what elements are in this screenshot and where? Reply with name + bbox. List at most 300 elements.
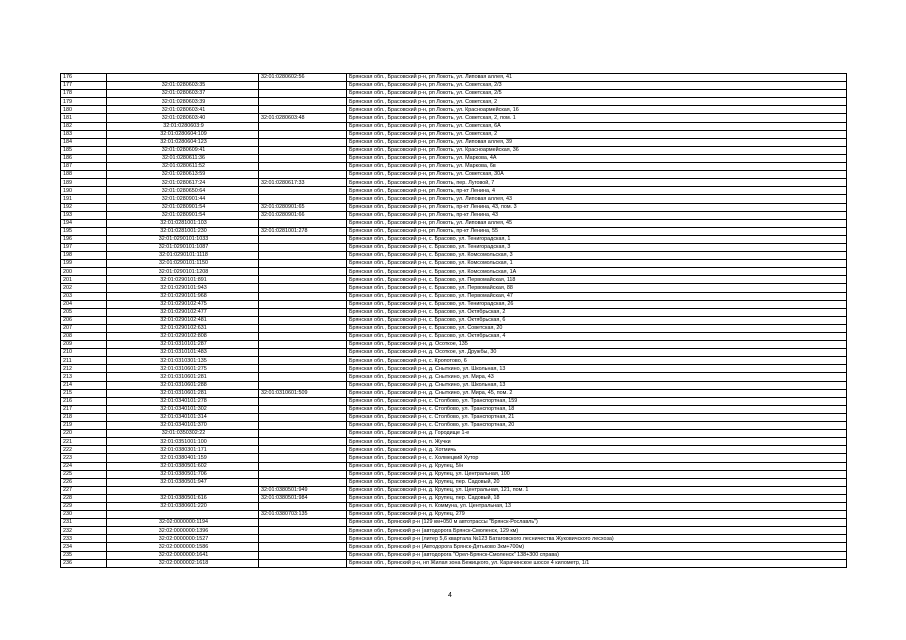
address-cell: Брянская обл., Брасовский р-н, с. Столбово, ул. Транспортная, 18 bbox=[347, 405, 847, 413]
address-cell: Брянская обл., Брасовский р-н, рп Локоть, пр-кт Ленина, 43, пом. 3 bbox=[347, 203, 847, 211]
object-number-cell: 32:01:0310601:509 bbox=[259, 389, 347, 397]
address-cell: Брянская обл., Брасовский р-н, рп Локоть, ул. Советская, 2 bbox=[347, 98, 847, 106]
table-row bbox=[61, 252, 847, 260]
object-number-cell bbox=[259, 446, 347, 454]
address-cell: Брянская обл., Брасовский р-н, с. Брасово, ул. Тенигорадская, 26 bbox=[347, 300, 847, 308]
object-number-cell bbox=[259, 106, 347, 114]
address-cell: Брянская обл., Брасовский р-н, рп Локоть, пр-кт Ленина, 4 bbox=[347, 187, 847, 195]
row-number-cell: 234 bbox=[61, 543, 107, 551]
object-number-cell: 32:01:0280617:33 bbox=[259, 179, 347, 187]
address-cell: Брянская обл., Брасовский р-н, с. Брасово, ул. Октябрьская, 4 bbox=[347, 333, 847, 341]
cadastral-number-cell: 32:01:0290101:891 bbox=[107, 276, 259, 284]
cadastral-number-cell: 32:01:0280603:40 bbox=[107, 114, 259, 122]
object-number-cell bbox=[259, 470, 347, 478]
row-number-cell: 195 bbox=[61, 227, 107, 235]
object-number-cell bbox=[259, 82, 347, 90]
row-number-cell: 227 bbox=[61, 486, 107, 494]
table-row bbox=[61, 543, 847, 551]
table-row bbox=[61, 243, 847, 251]
table-row bbox=[61, 470, 847, 478]
cadastral-number-cell: 32:01:0280603:9 bbox=[107, 122, 259, 130]
row-number-cell: 196 bbox=[61, 235, 107, 243]
row-number-cell: 194 bbox=[61, 219, 107, 227]
table-row bbox=[61, 389, 847, 397]
address-cell: Брянская обл., Брасовский р-н, д. Крупец, ул. Центральная, 100 bbox=[347, 470, 847, 478]
cadastral-number-cell: 32:01:0290101:1118 bbox=[107, 252, 259, 260]
cadastral-number-cell: 32:01:0280650:64 bbox=[107, 187, 259, 195]
row-number-cell: 235 bbox=[61, 551, 107, 559]
address-cell: Брянская обл., Брасовский р-н, д. Крупец, пер. Садовый, 20 bbox=[347, 478, 847, 486]
row-number-cell: 212 bbox=[61, 365, 107, 373]
address-cell: Брянская обл., Брасовский р-н, д. Крупец, 279 bbox=[347, 511, 847, 519]
table-row bbox=[61, 381, 847, 389]
row-number-cell: 177 bbox=[61, 82, 107, 90]
cadastral-number-cell: 32:01:0280617:24 bbox=[107, 179, 259, 187]
table-row bbox=[61, 98, 847, 106]
address-cell: Брянская обл., Брасовский р-н, с. Столбово, ул. Транспортная, 20 bbox=[347, 422, 847, 430]
object-number-cell bbox=[259, 333, 347, 341]
row-number-cell: 178 bbox=[61, 90, 107, 98]
cadastral-number-cell: 32:01:0280604:109 bbox=[107, 130, 259, 138]
row-number-cell: 213 bbox=[61, 373, 107, 381]
object-number-cell bbox=[259, 527, 347, 535]
address-cell: Брянская обл., Брасовский р-н, с. Брасово, ул. Первомайская, 47 bbox=[347, 292, 847, 300]
table-row bbox=[61, 146, 847, 154]
cadastral-number-cell: 32:01:0310301:135 bbox=[107, 357, 259, 365]
table-row bbox=[61, 349, 847, 357]
object-number-cell bbox=[259, 551, 347, 559]
cadastral-number-cell: 32:01:0380301:171 bbox=[107, 446, 259, 454]
address-cell: Брянская обл., Брасовский р-н, рп Локоть, ул. Красноармейская, 16 bbox=[347, 106, 847, 114]
table-row bbox=[61, 478, 847, 486]
table-row bbox=[61, 227, 847, 235]
address-cell: Брянская обл., Брасовский р-н, д. Крупец, пер. Садовый, 18 bbox=[347, 494, 847, 502]
row-number-cell: 183 bbox=[61, 130, 107, 138]
table-row bbox=[61, 163, 847, 171]
table-row bbox=[61, 154, 847, 162]
address-cell: Брянская обл., Брасовский р-н, с. Брасово, ул. Первомайская, 118 bbox=[347, 276, 847, 284]
row-number-cell: 205 bbox=[61, 308, 107, 316]
cadastral-number-cell: 32:01:0290101:1208 bbox=[107, 268, 259, 276]
object-number-cell bbox=[259, 284, 347, 292]
object-number-cell bbox=[259, 235, 347, 243]
address-cell: Брянская обл., Брасовский р-н, с. Брасово, ул. Октябрьская, 2 bbox=[347, 308, 847, 316]
object-number-cell bbox=[259, 268, 347, 276]
address-cell: Брянская обл., Брасовский р-н, с. Брасово, ул. Тенигорадская, 1 bbox=[347, 235, 847, 243]
table-row bbox=[61, 519, 847, 527]
address-cell: Брянская обл., Брасовский р-н, д. Городище 1-е bbox=[347, 430, 847, 438]
cadastral-number-cell: 32:01:0280901:54 bbox=[107, 203, 259, 211]
object-number-cell: 32:01:0380501:984 bbox=[259, 494, 347, 502]
cadastral-number-cell: 32:01:0280603:41 bbox=[107, 106, 259, 114]
object-number-cell: 32:01:0280603:48 bbox=[259, 114, 347, 122]
row-number-cell: 200 bbox=[61, 268, 107, 276]
cadastral-number-cell: 32:01:0290101:1033 bbox=[107, 235, 259, 243]
row-number-cell: 198 bbox=[61, 252, 107, 260]
row-number-cell: 229 bbox=[61, 502, 107, 510]
address-cell: Брянская обл., Брасовский р-н, рп Локоть, ул. Советская, 2/3 bbox=[347, 82, 847, 90]
object-number-cell bbox=[259, 454, 347, 462]
object-number-cell bbox=[259, 130, 347, 138]
table-row bbox=[61, 316, 847, 324]
address-cell: Брянская обл., Брасовский р-н, с. Брасово, ул. Тенигорадская, 3 bbox=[347, 243, 847, 251]
cadastral-number-cell: 32:02:0000000:1194 bbox=[107, 519, 259, 527]
address-cell: Брянская обл., Брасовский р-н, рп Локоть, ул. Советская, 6А bbox=[347, 122, 847, 130]
object-number-cell bbox=[259, 90, 347, 98]
cadastral-number-cell: 32:01:0310601:288 bbox=[107, 381, 259, 389]
row-number-cell: 193 bbox=[61, 211, 107, 219]
table-row bbox=[61, 494, 847, 502]
object-number-cell bbox=[259, 122, 347, 130]
address-cell: Брянская обл., Брасовский р-н, рп Локоть, ул. Липовая аллея, 43 bbox=[347, 195, 847, 203]
table-row bbox=[61, 502, 847, 510]
table-row bbox=[61, 179, 847, 187]
object-number-cell bbox=[259, 316, 347, 324]
object-number-cell bbox=[259, 430, 347, 438]
address-cell: Брянская обл., Брасовский р-н, рп Локоть, пр-кт Ленина, 55 bbox=[347, 227, 847, 235]
cadastral-number-cell: 32:01:0280609:41 bbox=[107, 146, 259, 154]
object-number-cell bbox=[259, 502, 347, 510]
register-table bbox=[60, 73, 847, 568]
table-row bbox=[61, 187, 847, 195]
object-number-cell bbox=[259, 195, 347, 203]
cadastral-number-cell bbox=[107, 74, 259, 82]
cadastral-number-cell: 32:01:0281001:230 bbox=[107, 227, 259, 235]
register-rows bbox=[61, 74, 847, 568]
address-cell: Брянская обл., Брасовский р-н, рп Локоть, ул. Красноармейская, 36 bbox=[347, 146, 847, 154]
row-number-cell: 228 bbox=[61, 494, 107, 502]
object-number-cell bbox=[259, 365, 347, 373]
row-number-cell: 219 bbox=[61, 422, 107, 430]
row-number-cell: 204 bbox=[61, 300, 107, 308]
row-number-cell: 189 bbox=[61, 179, 107, 187]
object-number-cell bbox=[259, 252, 347, 260]
table-row bbox=[61, 308, 847, 316]
table-row bbox=[61, 235, 847, 243]
row-number-cell: 190 bbox=[61, 187, 107, 195]
cadastral-number-cell: 32:01:0280603:37 bbox=[107, 90, 259, 98]
cadastral-number-cell bbox=[107, 511, 259, 519]
row-number-cell: 185 bbox=[61, 146, 107, 154]
row-number-cell: 222 bbox=[61, 446, 107, 454]
row-number-cell: 186 bbox=[61, 154, 107, 162]
table-row bbox=[61, 559, 847, 567]
row-number-cell: 226 bbox=[61, 478, 107, 486]
cadastral-number-cell: 32:01:0380601:220 bbox=[107, 502, 259, 510]
row-number-cell: 179 bbox=[61, 98, 107, 106]
row-number-cell: 203 bbox=[61, 292, 107, 300]
object-number-cell: 32:01:0280901:65 bbox=[259, 203, 347, 211]
cadastral-number-cell: 32:01:0310101:287 bbox=[107, 341, 259, 349]
table-row bbox=[61, 130, 847, 138]
address-cell: Брянская обл., Брасовский р-н, рп Локоть, ул. Маркова, 4А bbox=[347, 154, 847, 162]
table-row bbox=[61, 365, 847, 373]
table-row bbox=[61, 551, 847, 559]
address-cell: Брянская обл., Брасовский р-н, д. Сныткино, ул. Мира, 45, пом. 2 bbox=[347, 389, 847, 397]
table-row bbox=[61, 292, 847, 300]
row-number-cell: 202 bbox=[61, 284, 107, 292]
cadastral-number-cell: 32:02:0000000:1396 bbox=[107, 527, 259, 535]
cadastral-number-cell: 32:01:0280901:44 bbox=[107, 195, 259, 203]
table-row bbox=[61, 122, 847, 130]
object-number-cell bbox=[259, 519, 347, 527]
row-number-cell: 188 bbox=[61, 171, 107, 179]
object-number-cell bbox=[259, 462, 347, 470]
table-row bbox=[61, 341, 847, 349]
table-row bbox=[61, 138, 847, 146]
table-row bbox=[61, 486, 847, 494]
address-cell: Брянская обл., Брасовский р-н, п. Жучки bbox=[347, 438, 847, 446]
row-number-cell: 230 bbox=[61, 511, 107, 519]
cadastral-number-cell: 32:02:0000000:1527 bbox=[107, 535, 259, 543]
cadastral-number-cell: 32:01:0380501:602 bbox=[107, 462, 259, 470]
table-row bbox=[61, 373, 847, 381]
cadastral-number-cell: 32:02:0000000:1586 bbox=[107, 543, 259, 551]
table-row bbox=[61, 446, 847, 454]
cadastral-number-cell: 32:01:0310601:275 bbox=[107, 365, 259, 373]
table-row bbox=[61, 195, 847, 203]
cadastral-number-cell: 32:01:0290101:943 bbox=[107, 284, 259, 292]
address-cell: Брянская обл., Брасовский р-н, с. Столбово, ул. Транспортная, 21 bbox=[347, 413, 847, 421]
cadastral-number-cell: 32:01:0280611:36 bbox=[107, 154, 259, 162]
table-row bbox=[61, 300, 847, 308]
row-number-cell: 231 bbox=[61, 519, 107, 527]
cadastral-number-cell: 32:01:0310601:281 bbox=[107, 373, 259, 381]
cadastral-number-cell: 32:01:0351001:100 bbox=[107, 438, 259, 446]
row-number-cell: 206 bbox=[61, 316, 107, 324]
table-row bbox=[61, 527, 847, 535]
address-cell: Брянская обл., Брасовский р-н, рп Локоть, ул. Советская, 2/5 bbox=[347, 90, 847, 98]
cadastral-number-cell: 32:01:0290102:477 bbox=[107, 308, 259, 316]
row-number-cell: 197 bbox=[61, 243, 107, 251]
address-cell: Брянская обл., Брянский р-н (автодорога "Орел-Брянск-Смоленск" 138+300 справа) bbox=[347, 551, 847, 559]
row-number-cell: 233 bbox=[61, 535, 107, 543]
table-row bbox=[61, 430, 847, 438]
address-cell: Брянская обл., Брасовский р-н, п. Коммуна, ул. Центральная, 13 bbox=[347, 502, 847, 510]
row-number-cell: 209 bbox=[61, 341, 107, 349]
cadastral-number-cell: 32:02:0000002:1618 bbox=[107, 559, 259, 567]
object-number-cell bbox=[259, 243, 347, 251]
cadastral-number-cell: 32:01:0290101:1087 bbox=[107, 243, 259, 251]
object-number-cell bbox=[259, 292, 347, 300]
address-cell: Брянская обл., Брасовский р-н, д. Сныткино, ул. Школьная, 13 bbox=[347, 381, 847, 389]
table-row bbox=[61, 324, 847, 332]
object-number-cell bbox=[259, 154, 347, 162]
address-cell: Брянская обл., Брасовский р-н, д. Осоткое, ул. Дружбы, 30 bbox=[347, 349, 847, 357]
address-cell: Брянская обл., Брянский р-н, нп Жилая зона Бежицкого, ул. Карачинское шоссе 4 километр, 1/1 bbox=[347, 559, 847, 567]
address-cell: Брянская обл., Брасовский р-н, с. Брасово, ул. Комсомольская, 1 bbox=[347, 260, 847, 268]
cadastral-number-cell: 32:01:0380401:159 bbox=[107, 454, 259, 462]
address-cell: Брянская обл., Брасовский р-н, рп Локоть, ул. Липовая аллея, 39 bbox=[347, 138, 847, 146]
cadastral-number-cell: 32:01:0310601:281 bbox=[107, 389, 259, 397]
row-number-cell: 208 bbox=[61, 333, 107, 341]
address-cell: Брянская обл., Брасовский р-н, д. Хотмичь bbox=[347, 446, 847, 454]
address-cell: Брянская обл., Брасовский р-н, д. Крупец, ул. Центральная, 121, пом. 1 bbox=[347, 486, 847, 494]
table-row bbox=[61, 203, 847, 211]
address-cell: Брянская обл., Брасовский р-н, д. Сныткино, ул. Школьная, 13 bbox=[347, 365, 847, 373]
address-cell: Брянская обл., Брасовский р-н, рп Локоть, ул. Липовая аллея, 41 bbox=[347, 74, 847, 82]
object-number-cell bbox=[259, 324, 347, 332]
table-row bbox=[61, 106, 847, 114]
cadastral-number-cell: 32:01:0290101:968 bbox=[107, 292, 259, 300]
table-row bbox=[61, 276, 847, 284]
row-number-cell: 221 bbox=[61, 438, 107, 446]
object-number-cell bbox=[259, 341, 347, 349]
row-number-cell: 180 bbox=[61, 106, 107, 114]
table-row bbox=[61, 454, 847, 462]
cadastral-number-cell: 32:01:0280901:54 bbox=[107, 211, 259, 219]
object-number-cell: 32:01:0281001:278 bbox=[259, 227, 347, 235]
cadastral-number-cell bbox=[107, 486, 259, 494]
cadastral-number-cell: 32:01:0280611:52 bbox=[107, 163, 259, 171]
cadastral-number-cell: 32:01:0281001:103 bbox=[107, 219, 259, 227]
address-cell: Брянская обл., Брасовский р-н, с. Брасово, ул. Советская, 20 bbox=[347, 324, 847, 332]
object-number-cell bbox=[259, 381, 347, 389]
object-number-cell: 32:01:0280901:66 bbox=[259, 211, 347, 219]
object-number-cell bbox=[259, 260, 347, 268]
row-number-cell: 181 bbox=[61, 114, 107, 122]
row-number-cell: 182 bbox=[61, 122, 107, 130]
row-number-cell: 225 bbox=[61, 470, 107, 478]
row-number-cell: 214 bbox=[61, 381, 107, 389]
object-number-cell bbox=[259, 543, 347, 551]
cadastral-number-cell: 32:01:0340101:302 bbox=[107, 405, 259, 413]
address-cell: Брянская обл., Брасовский р-н, д. Осоткое, 135 bbox=[347, 341, 847, 349]
table-row bbox=[61, 114, 847, 122]
table-row bbox=[61, 74, 847, 82]
table-row bbox=[61, 405, 847, 413]
address-cell: Брянская обл., Брянский р-н (автодорога Брянск-Смоленск, 129 км) bbox=[347, 527, 847, 535]
cadastral-number-cell: 32:01:0380501:706 bbox=[107, 470, 259, 478]
address-cell: Брянская обл., Брасовский р-н, рп Локоть, ул. Липовая аллея, 45 bbox=[347, 219, 847, 227]
object-number-cell bbox=[259, 138, 347, 146]
address-cell: Брянская обл., Брасовский р-н, рп Локоть, пер. Луговой, 7 bbox=[347, 179, 847, 187]
address-cell: Брянская обл., Брянский р-н (129 км+050 м автотрассы "Брянск-Рославль") bbox=[347, 519, 847, 527]
address-cell: Брянская обл., Брасовский р-н, с. Брасово, ул. Первомайская, 88 bbox=[347, 284, 847, 292]
object-number-cell bbox=[259, 300, 347, 308]
object-number-cell bbox=[259, 187, 347, 195]
object-number-cell bbox=[259, 171, 347, 179]
object-number-cell bbox=[259, 422, 347, 430]
row-number-cell: 216 bbox=[61, 397, 107, 405]
table-row bbox=[61, 397, 847, 405]
table-row bbox=[61, 268, 847, 276]
table-row bbox=[61, 171, 847, 179]
object-number-cell bbox=[259, 357, 347, 365]
cadastral-number-cell: 32:01:0290102:631 bbox=[107, 324, 259, 332]
table-row bbox=[61, 422, 847, 430]
object-number-cell: 32:01:0380501:949 bbox=[259, 486, 347, 494]
object-number-cell bbox=[259, 98, 347, 106]
cadastral-number-cell: 32:01:0280604:123 bbox=[107, 138, 259, 146]
table-row bbox=[61, 90, 847, 98]
object-number-cell bbox=[259, 478, 347, 486]
address-cell: Брянская обл., Брасовский р-н, рп Локоть, ул. Советская, 2, пом. 1 bbox=[347, 114, 847, 122]
address-cell: Брянская обл., Брасовский р-н, рп Локоть, ул. Советская, 2 bbox=[347, 130, 847, 138]
cadastral-number-cell: 32:01:0340101:370 bbox=[107, 422, 259, 430]
address-cell: Брянская обл., Брасовский р-н, с. Столбово, ул. Транспортная, 159 bbox=[347, 397, 847, 405]
address-cell: Брянская обл., Брасовский р-н, д. Сныткино, ул. Мира, 43 bbox=[347, 373, 847, 381]
row-number-cell: 218 bbox=[61, 413, 107, 421]
object-number-cell bbox=[259, 276, 347, 284]
table-row bbox=[61, 219, 847, 227]
row-number-cell: 199 bbox=[61, 260, 107, 268]
address-cell: Брянская обл., Брасовский р-н, с. Холмецкий Хутор bbox=[347, 454, 847, 462]
row-number-cell: 215 bbox=[61, 389, 107, 397]
page-number: 4 bbox=[448, 592, 452, 599]
address-cell: Брянская обл., Брасовский р-н, с. Брасово, ул. Комсомольская, 3 bbox=[347, 252, 847, 260]
address-cell: Брянская обл., Брасовский р-н, рп Локоть, ул. Советская, 30А bbox=[347, 171, 847, 179]
table-row bbox=[61, 333, 847, 341]
row-number-cell: 210 bbox=[61, 349, 107, 357]
cadastral-number-cell: 32:01:0340101:314 bbox=[107, 413, 259, 421]
object-number-cell bbox=[259, 413, 347, 421]
row-number-cell: 184 bbox=[61, 138, 107, 146]
cadastral-number-cell: 32:01:0380501:616 bbox=[107, 494, 259, 502]
row-number-cell: 201 bbox=[61, 276, 107, 284]
cadastral-number-cell: 32:01:0380501:947 bbox=[107, 478, 259, 486]
row-number-cell: 207 bbox=[61, 324, 107, 332]
address-cell: Брянская обл., Брасовский р-н, рп Локоть, ул. Маркова, 6в bbox=[347, 163, 847, 171]
object-number-cell: 32:01:0280602:56 bbox=[259, 74, 347, 82]
cadastral-number-cell: 32:02:0000000:1641 bbox=[107, 551, 259, 559]
cadastral-number-cell: 32:01:0290102:475 bbox=[107, 300, 259, 308]
row-number-cell: 224 bbox=[61, 462, 107, 470]
cadastral-number-cell: 32:01:0280603:39 bbox=[107, 98, 259, 106]
cadastral-number-cell: 32:01:0280613:59 bbox=[107, 171, 259, 179]
table-row bbox=[61, 211, 847, 219]
table-row bbox=[61, 511, 847, 519]
row-number-cell: 217 bbox=[61, 405, 107, 413]
row-number-cell: 191 bbox=[61, 195, 107, 203]
address-cell: Брянская обл., Брянский р-н (литер 5,6 квартала №123 Батаговского лесничества Жуковичского лесхоза) bbox=[347, 535, 847, 543]
row-number-cell: 192 bbox=[61, 203, 107, 211]
object-number-cell: 32:01:0380703:135 bbox=[259, 511, 347, 519]
address-cell: Брянская обл., Брянский р-н (Автодорога Брянск-Дятьково 3км+700м) bbox=[347, 543, 847, 551]
object-number-cell bbox=[259, 559, 347, 567]
object-number-cell bbox=[259, 405, 347, 413]
address-cell: Брянская обл., Брасовский р-н, с. Брасово, ул. Комсомольская, 1А bbox=[347, 268, 847, 276]
address-cell: Брянская обл., Брасовский р-н, д. Крупец, 5/н bbox=[347, 462, 847, 470]
object-number-cell bbox=[259, 146, 347, 154]
object-number-cell bbox=[259, 219, 347, 227]
table-row bbox=[61, 438, 847, 446]
cadastral-number-cell: 32:01:0290101:1150 bbox=[107, 260, 259, 268]
row-number-cell: 187 bbox=[61, 163, 107, 171]
table-row bbox=[61, 535, 847, 543]
table-row bbox=[61, 260, 847, 268]
object-number-cell bbox=[259, 373, 347, 381]
cadastral-number-cell: 32:01:0290102:481 bbox=[107, 316, 259, 324]
address-cell: Брянская обл., Брасовский р-н, с. Кропотово, 6 bbox=[347, 357, 847, 365]
object-number-cell bbox=[259, 397, 347, 405]
row-number-cell: 223 bbox=[61, 454, 107, 462]
address-cell: Брянская обл., Брасовский р-н, рп Локоть, пр-кт Ленина, 43 bbox=[347, 211, 847, 219]
object-number-cell bbox=[259, 163, 347, 171]
row-number-cell: 220 bbox=[61, 430, 107, 438]
row-number-cell: 176 bbox=[61, 74, 107, 82]
object-number-cell bbox=[259, 349, 347, 357]
table-row bbox=[61, 357, 847, 365]
cadastral-number-cell: 32:01:0350302:22 bbox=[107, 430, 259, 438]
row-number-cell: 236 bbox=[61, 559, 107, 567]
object-number-cell bbox=[259, 438, 347, 446]
table-row bbox=[61, 284, 847, 292]
table-row bbox=[61, 82, 847, 90]
cadastral-number-cell: 32:01:0310101:483 bbox=[107, 349, 259, 357]
object-number-cell bbox=[259, 308, 347, 316]
row-number-cell: 232 bbox=[61, 527, 107, 535]
